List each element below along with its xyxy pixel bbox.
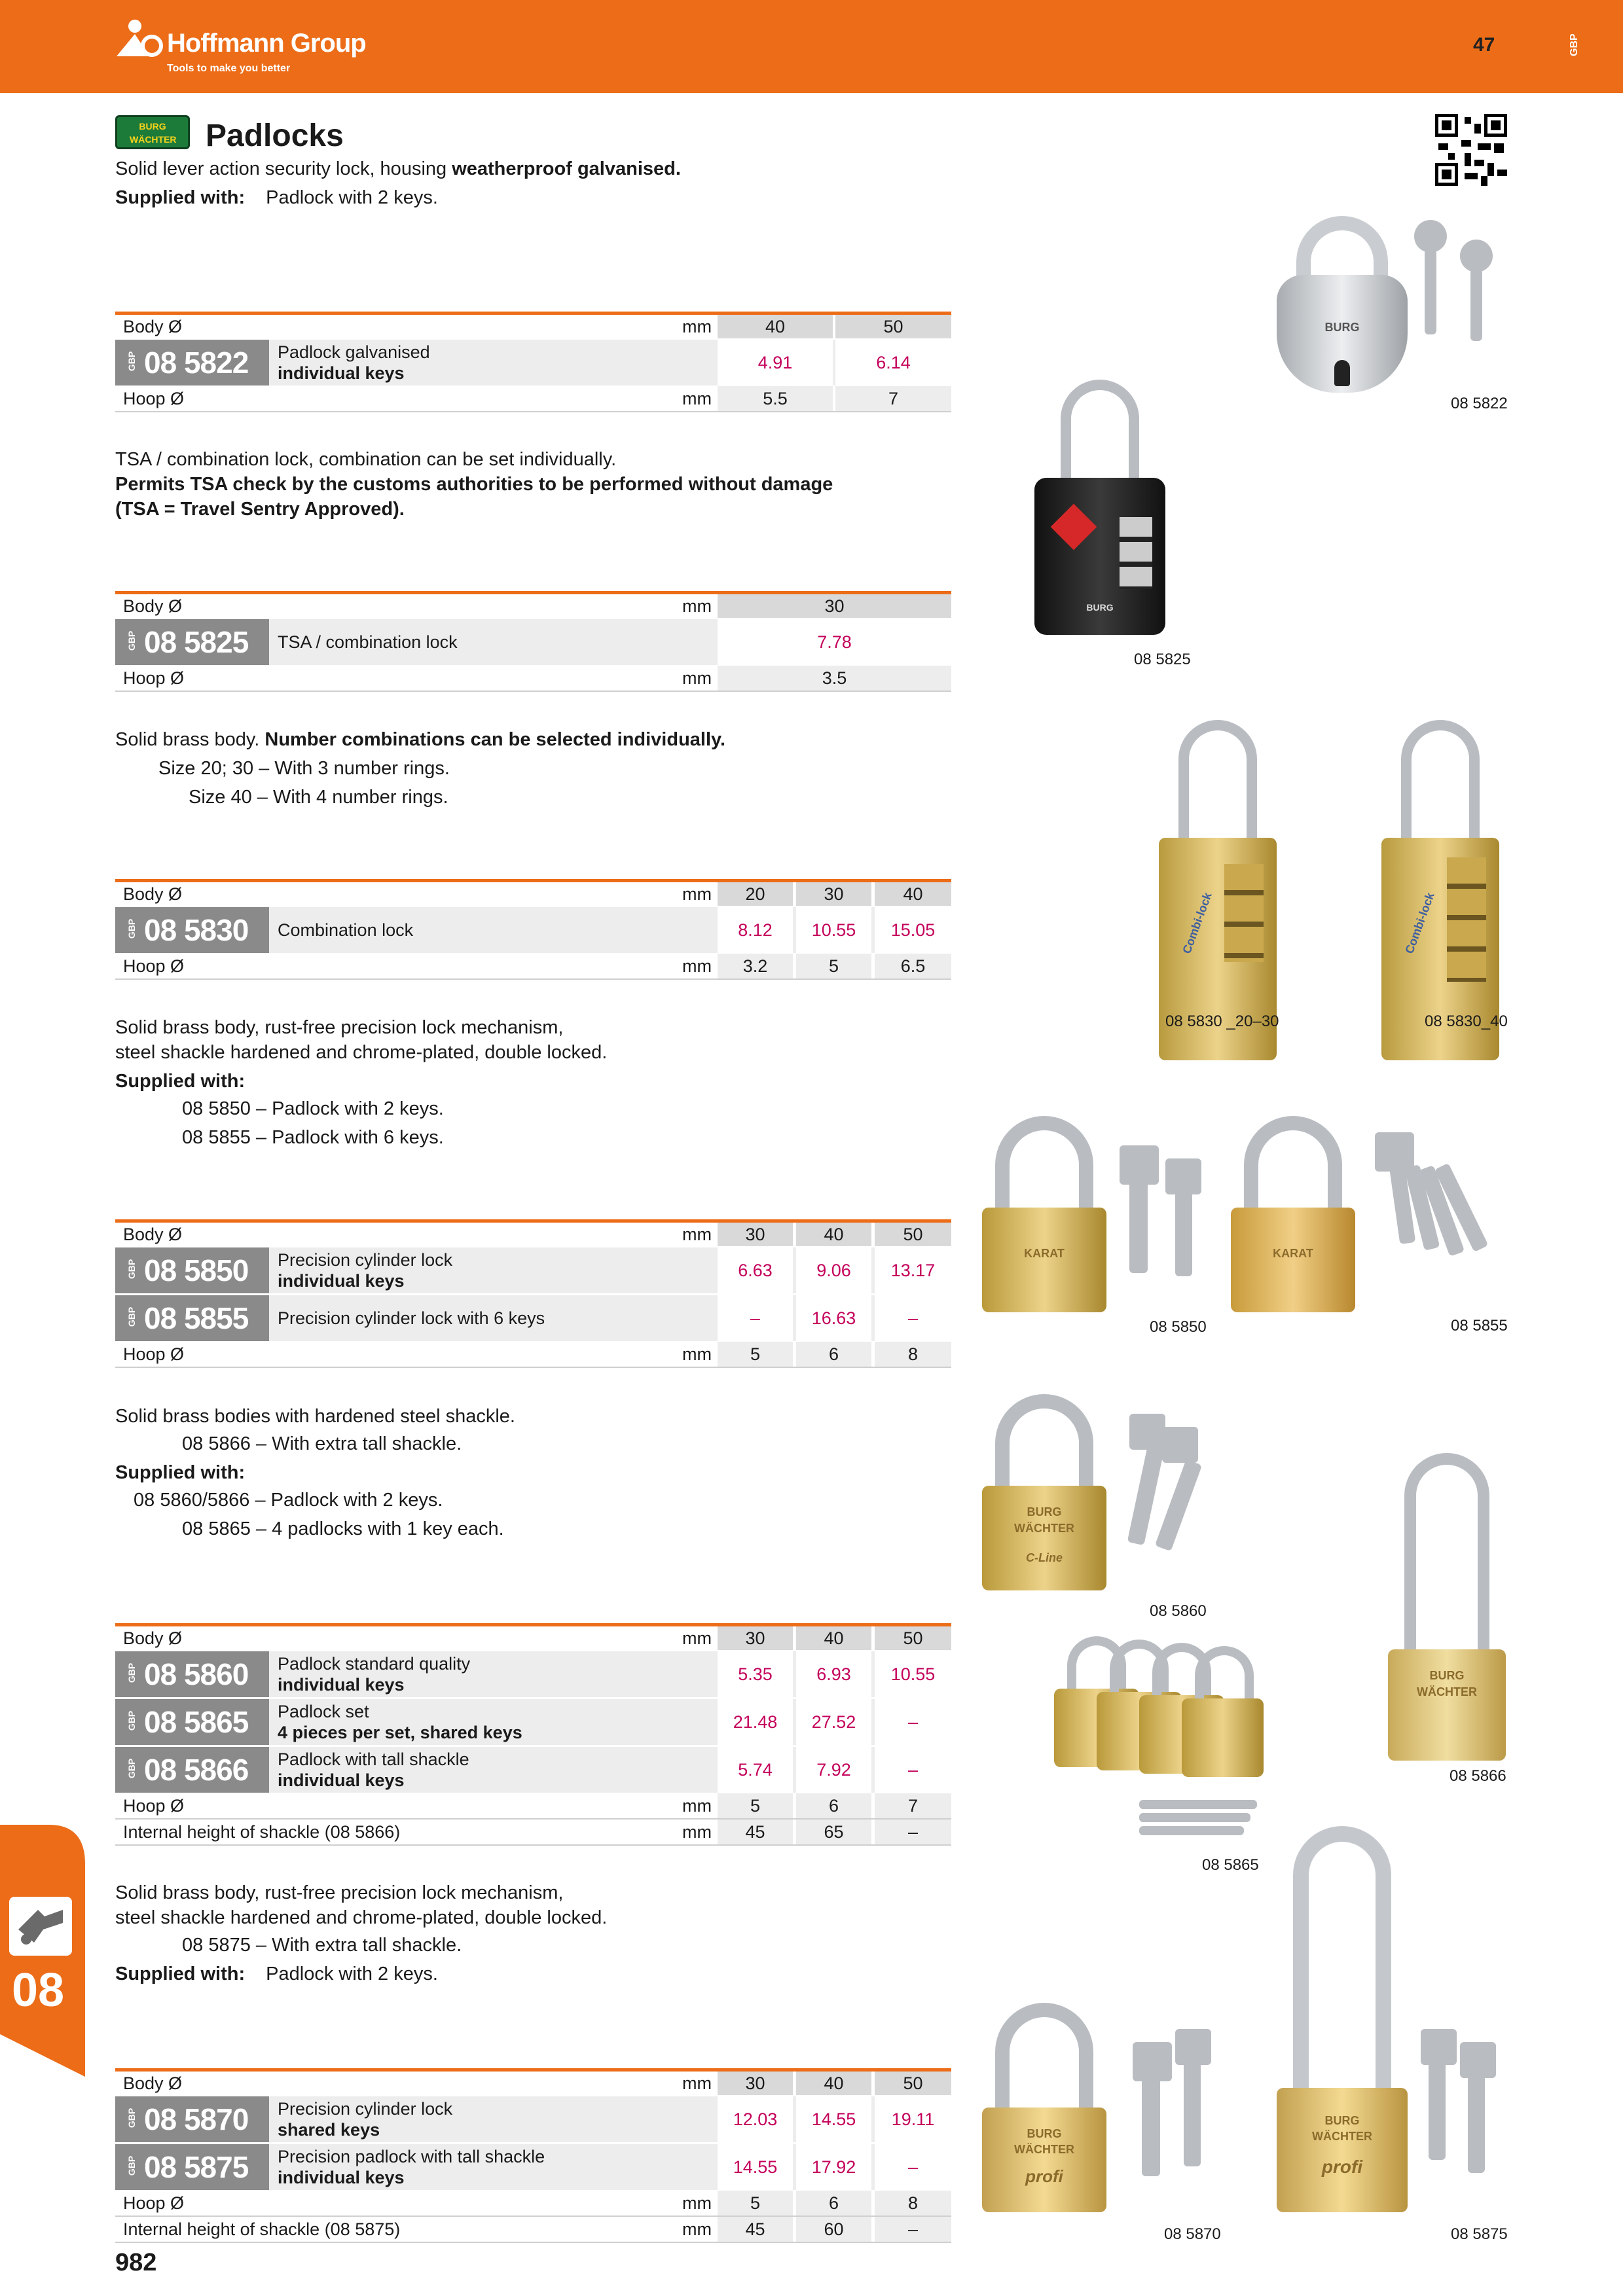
caption-085865: 08 5865 — [1202, 1856, 1259, 1874]
s3-body-row: Body Ø mm 20 30 40 — [115, 879, 951, 906]
s4-line1: Solid brass body, rust-free precision lock mechanism, — [115, 1017, 564, 1038]
image-085855[interactable]: KARAT — [1231, 1116, 1355, 1312]
price-cell[interactable]: 10.55 — [796, 907, 871, 953]
article-number[interactable]: 08 5875 — [144, 2150, 249, 2184]
keys-085875 — [1414, 2016, 1506, 2199]
s6-body-row: Body Ø mm 30 40 50 — [115, 2068, 951, 2095]
article-row-085870[interactable]: GBP 08 5870 Precision cylinder lock shared keys 12.03 14.55 19.11 — [115, 2096, 951, 2142]
article-row-085865[interactable]: GBP 08 5865 Padlock set 4 pieces per set, shared keys 21.48 27.52 – — [115, 1699, 951, 1745]
article-number[interactable]: 08 5825 — [144, 625, 249, 659]
article-number[interactable]: 08 5830 — [144, 913, 249, 947]
article-row-085830[interactable]: GBP 08 5830 Combination lock 8.12 10.55 15.05 — [115, 907, 951, 953]
price-cell[interactable]: 6.14 — [835, 340, 951, 386]
s4-supplied: Supplied with: — [115, 1071, 246, 1092]
keys-085865 — [1139, 1793, 1257, 1839]
keys-085870 — [1126, 1990, 1224, 2186]
image-085866[interactable]: BURG WÄCHTER — [1388, 1453, 1506, 1767]
article-row-085825[interactable]: GBP 08 5825 TSA / combination lock 7.78 — [115, 619, 951, 665]
image-085850[interactable]: KARAT — [982, 1116, 1106, 1312]
s6-line1: Solid brass body, rust-free precision lock mechanism, — [115, 1882, 564, 1903]
image-085825[interactable]: BURG — [1034, 380, 1165, 635]
footer-page-number: 982 — [115, 2249, 157, 2276]
brand-tagline: Tools to make you better — [167, 63, 291, 74]
caption-085866: 08 5866 — [1450, 1767, 1506, 1785]
price-cell[interactable]: 5.35 — [718, 1651, 793, 1697]
price-cell[interactable]: – — [875, 1295, 951, 1341]
image-085875[interactable]: BURG WÄCHTER profi — [1277, 1826, 1408, 2212]
s4-line2: steel shackle hardened and chrome-plated, double locked. — [115, 1042, 608, 1063]
article-row-085822[interactable]: GBP 08 5822 Padlock galvanised individual keys 4.91 6.14 — [115, 340, 951, 386]
s2-line3: (TSA = Travel Sentry Approved). — [115, 499, 405, 520]
body-diameter-label: Body Ø — [123, 316, 183, 336]
article-number[interactable]: 08 5870 — [144, 2102, 249, 2136]
s3-line1: Solid brass body. Number combinations can be selected individually. — [115, 729, 726, 750]
price-cell[interactable]: – — [875, 1747, 951, 1793]
image-085865[interactable] — [1054, 1636, 1264, 1787]
caption-085875: 08 5875 — [1451, 2225, 1508, 2243]
caption-085850: 08 5850 — [1150, 1318, 1207, 1336]
article-number[interactable]: 08 5866 — [144, 1753, 249, 1787]
qr-code-icon[interactable] — [1435, 114, 1507, 186]
brand-name[interactable]: Hoffmann Group — [167, 29, 366, 58]
article-number[interactable]: 08 5822 — [144, 346, 249, 380]
article-number[interactable]: 08 5865 — [144, 1705, 249, 1739]
keys-085850 — [1113, 1100, 1218, 1296]
caption-085860: 08 5860 — [1150, 1602, 1207, 1620]
price-cell[interactable]: 27.52 — [796, 1699, 871, 1745]
article-row-085875[interactable]: GBP 08 5875 Precision padlock with tall shackle individual keys 14.55 17.92 – — [115, 2144, 951, 2190]
article-number[interactable]: 08 5850 — [144, 1253, 249, 1287]
price-cell[interactable]: 14.55 — [796, 2096, 871, 2142]
s5-supplied: Supplied with: — [115, 1462, 246, 1483]
image-085830-20-30[interactable]: Combi-lock — [1159, 720, 1277, 995]
s5-opt0: 08 5866 – With extra tall shackle. — [182, 1433, 462, 1454]
price-cell[interactable]: 19.11 — [875, 2096, 951, 2142]
s1-intro: Solid lever action security lock, housing weatherproof galvanised. — [115, 158, 681, 179]
s2-line1: TSA / combination lock, combination can be set individually. — [115, 449, 617, 470]
s6-line2: steel shackle hardened and chrome-plated, double locked. — [115, 1907, 608, 1928]
article-description: Padlock galvanised individual keys — [278, 342, 430, 383]
price-cell[interactable]: 16.63 — [796, 1295, 871, 1341]
s3-opt1: Size 20; 30 – With 3 number rings. — [158, 758, 450, 779]
region-tag: GBP — [1569, 33, 1580, 56]
price-cell[interactable]: 9.06 — [796, 1247, 871, 1293]
keys-085860 — [1116, 1414, 1214, 1584]
burg-waechter-logo: BURG WÄCHTER — [115, 115, 190, 149]
caption-085870: 08 5870 — [1164, 2225, 1221, 2243]
keys-085822 — [1408, 220, 1506, 344]
price-cell[interactable]: 7.92 — [796, 1747, 871, 1793]
price-cell[interactable]: 12.03 — [718, 2096, 793, 2142]
s3-opt2: Size 40 – With 4 number rings. — [189, 787, 448, 808]
price-cell[interactable]: 8.12 — [718, 907, 793, 953]
s6-supplied: Supplied with: Padlock with 2 keys. — [115, 1964, 438, 1984]
price-cell[interactable]: 21.48 — [718, 1699, 793, 1745]
s5-line1: Solid brass bodies with hardened steel shackle. — [115, 1406, 515, 1427]
s3-hoop-row: Hoop Ø mm 3.2 5 6.5 — [115, 954, 951, 980]
price-cell[interactable]: 7.78 — [718, 619, 951, 665]
price-cell[interactable]: 6.63 — [718, 1247, 793, 1293]
s5-height-row: Internal height of shackle (08 5866) mm 45 65 – — [115, 1820, 951, 1846]
article-number[interactable]: 08 5860 — [144, 1657, 249, 1691]
s1-body-row — [115, 312, 951, 338]
price-cell[interactable]: 17.92 — [796, 2144, 871, 2190]
s6-height-row: Internal height of shackle (08 5875) mm 45 60 – — [115, 2217, 951, 2243]
s2-hoop-row: Hoop Ø mm 3.5 — [115, 666, 951, 692]
s6-opt0: 08 5875 – With extra tall shackle. — [182, 1935, 462, 1956]
price-cell[interactable]: 5.74 — [718, 1747, 793, 1793]
article-row-085860[interactable]: GBP 08 5860 Padlock standard quality individual keys 5.35 6.93 10.55 — [115, 1651, 951, 1697]
caption-085825: 08 5825 — [1134, 651, 1191, 668]
page-number: 47 — [1473, 34, 1495, 56]
image-085830-40[interactable]: Combi-lock — [1381, 720, 1499, 995]
caption-085830-40: 08 5830_40 — [1425, 1013, 1508, 1030]
s5-opt1: 08 5860/5866 – Padlock with 2 keys. — [134, 1490, 443, 1511]
caption-085822: 08 5822 — [1451, 395, 1508, 412]
section-number: 08 — [12, 1964, 65, 2017]
price-cell[interactable]: 13.17 — [875, 1247, 951, 1293]
caption-085830-20-30: 08 5830 _20–30 — [1165, 1013, 1279, 1030]
s5-opt2: 08 5865 – 4 padlocks with 1 key each. — [182, 1518, 504, 1539]
size-header: 50 — [835, 315, 951, 338]
price-cell[interactable]: 15.05 — [875, 907, 951, 953]
article-description: TSA / combination lock — [278, 632, 458, 652]
price-cell[interactable]: 6.93 — [796, 1651, 871, 1697]
s4-opt2: 08 5855 – Padlock with 6 keys. — [182, 1127, 444, 1148]
keys-085855 — [1368, 1126, 1499, 1283]
s5-body-row: Body Ø mm 30 40 50 — [115, 1623, 951, 1650]
s4-hoop-row: Hoop Ø mm 5 6 8 — [115, 1342, 951, 1368]
article-row-085866[interactable]: GBP 08 5866 Padlock with tall shackle individual keys 5.74 7.92 – — [115, 1747, 951, 1793]
article-number[interactable]: 08 5855 — [144, 1301, 249, 1335]
s2-line2: Permits TSA check by the customs authorities to be performed without damage — [115, 474, 833, 495]
unit-label: mm — [682, 316, 712, 336]
image-085870[interactable]: BURG WÄCHTER profi — [982, 2003, 1106, 2212]
s2-body-row: Body Ø mm 30 — [115, 591, 951, 618]
price-cell[interactable]: 10.55 — [875, 1651, 951, 1697]
s5-hoop-row: Hoop Ø mm 5 6 7 — [115, 1793, 951, 1820]
article-row-085855[interactable]: GBP 08 5855 Precision cylinder lock with 6 keys – 16.63 – — [115, 1295, 951, 1341]
hoffmann-logo-icon — [115, 17, 165, 59]
page-title: Padlocks — [206, 118, 344, 153]
image-085860[interactable]: BURG WÄCHTER C-Line — [982, 1394, 1106, 1590]
price-cell[interactable]: – — [875, 1699, 951, 1745]
price-cell[interactable]: – — [718, 1295, 793, 1341]
s4-body-row: Body Ø mm 30 40 50 — [115, 1219, 951, 1246]
section-tab[interactable] — [0, 1825, 85, 2077]
size-header: 40 — [718, 315, 833, 338]
price-cell[interactable]: 4.91 — [718, 340, 833, 386]
price-cell[interactable]: 14.55 — [718, 2144, 793, 2190]
s1-hoop-row: Hoop Ø mm 5.5 7 — [115, 386, 951, 412]
s6-hoop-row: Hoop Ø mm 5 6 8 — [115, 2191, 951, 2217]
caption-085855: 08 5855 — [1451, 1317, 1508, 1335]
price-cell[interactable]: – — [875, 2144, 951, 2190]
article-row-085850[interactable]: GBP 08 5850 Precision cylinder lock individual keys 6.63 9.06 13.17 — [115, 1247, 951, 1293]
image-085822[interactable]: BURG — [1277, 216, 1408, 399]
s1-supplied: Supplied with: Padlock with 2 keys. — [115, 187, 438, 208]
s4-opt1: 08 5850 – Padlock with 2 keys. — [182, 1098, 444, 1119]
